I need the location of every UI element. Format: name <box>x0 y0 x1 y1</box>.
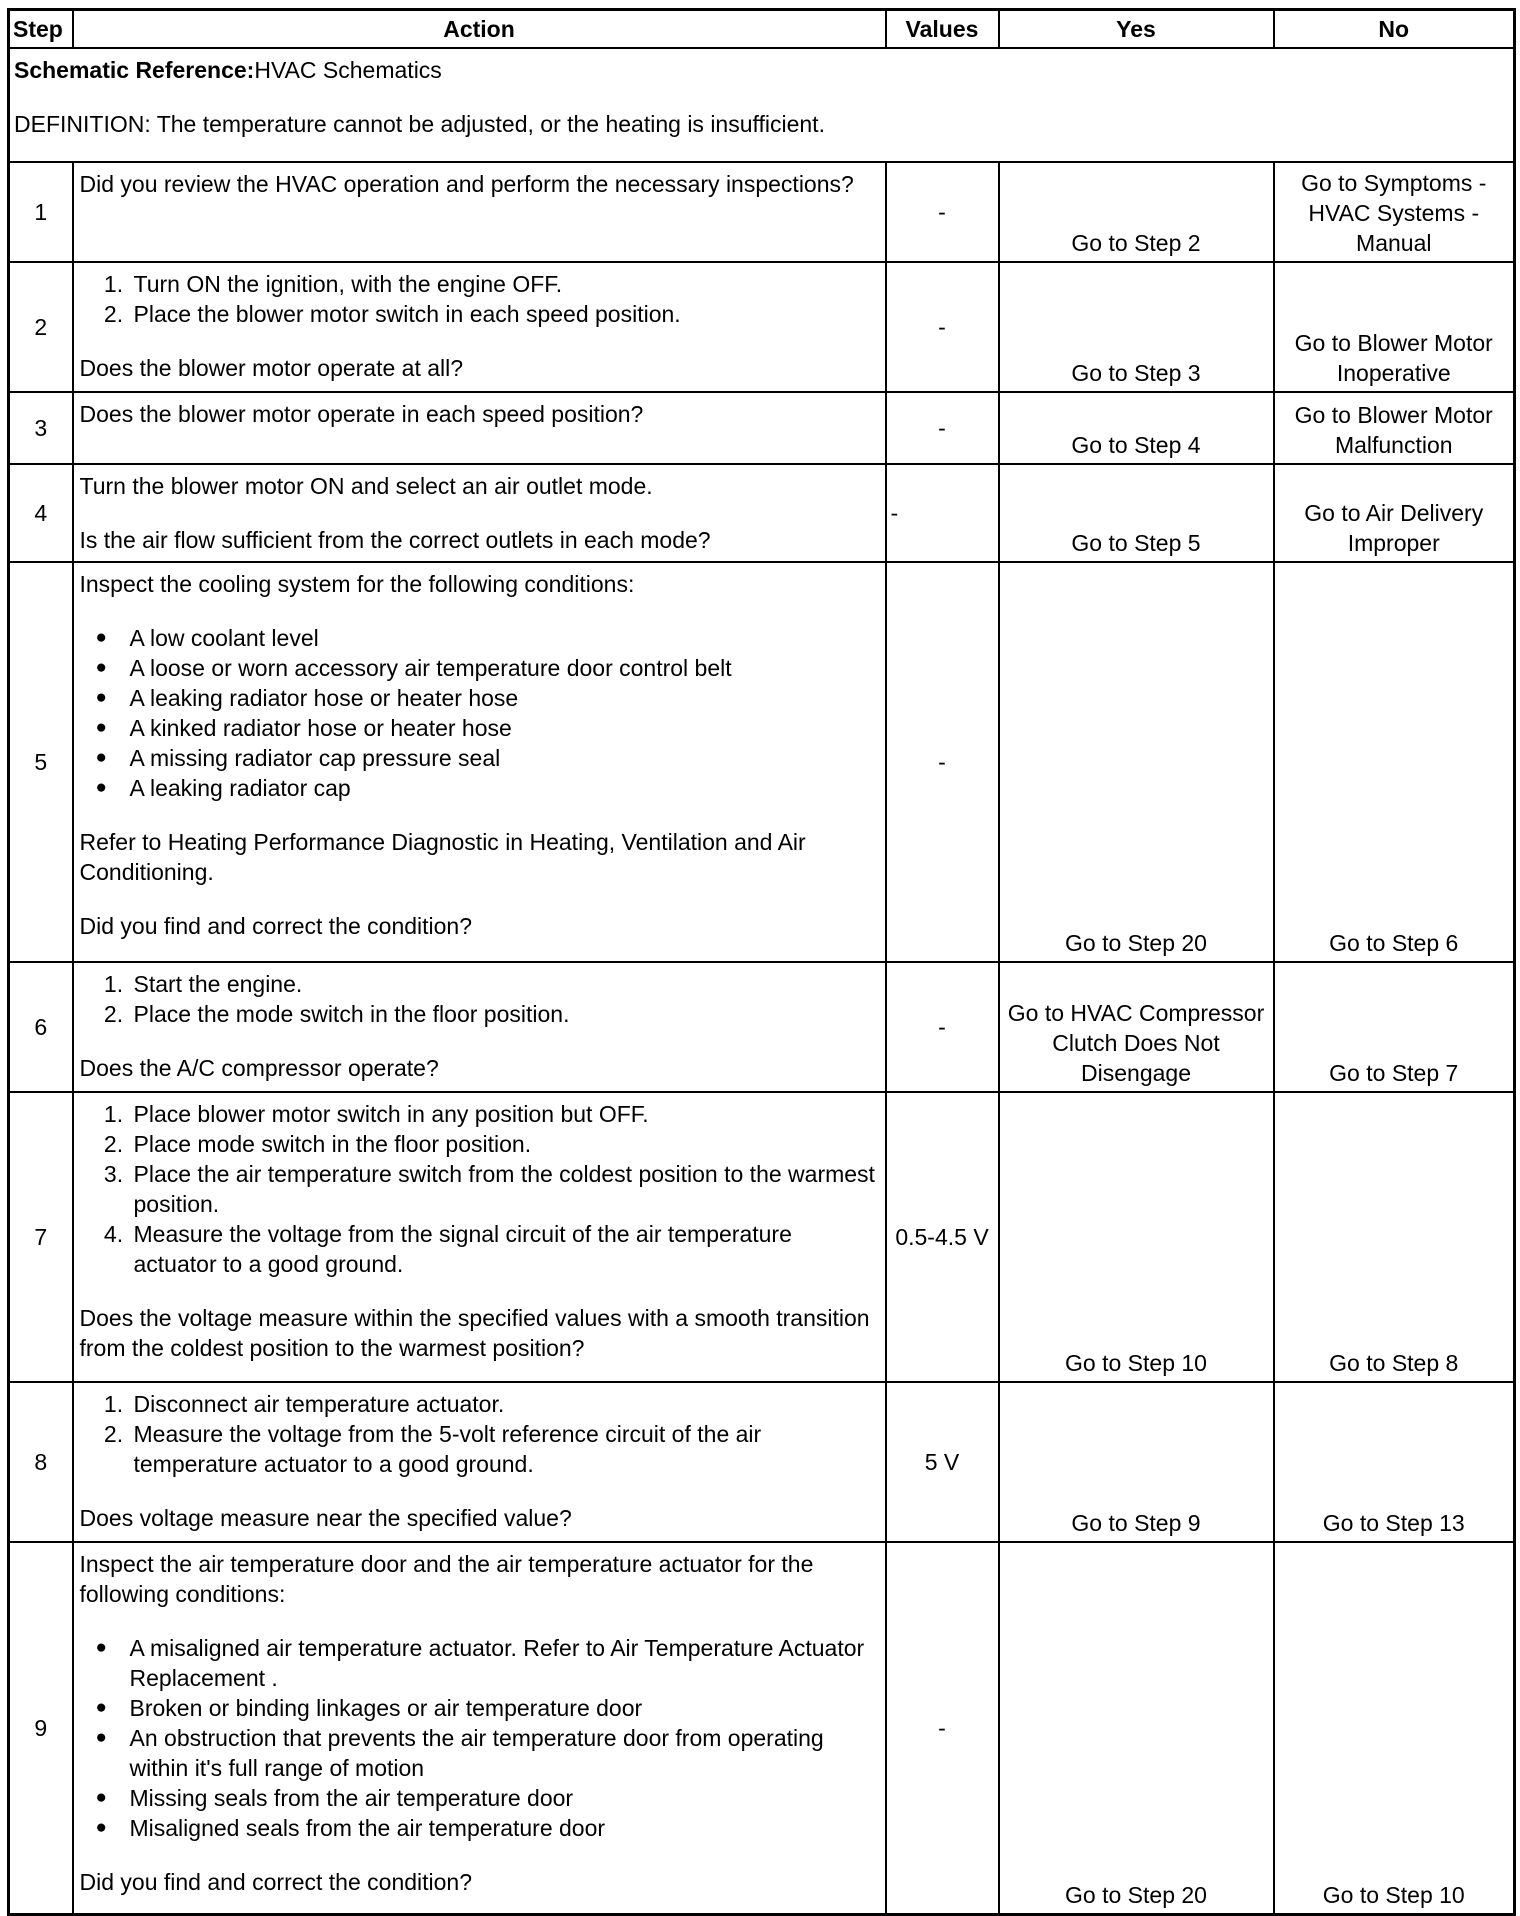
no-header: No <box>1274 10 1515 49</box>
yes-link[interactable]: Go to Step 20 <box>999 1542 1274 1915</box>
action-question: Does the A/C compressor operate? <box>79 1055 439 1081</box>
action-step: 2. Place mode switch in the floor position. <box>130 1129 879 1159</box>
values-cell: - <box>886 1542 999 1915</box>
action-question: Is the air flow sufficient from the correct outlets in each mode? <box>79 527 711 553</box>
no-link[interactable]: Go to Step 10 <box>1274 1542 1515 1915</box>
step-number: 8 <box>9 1382 73 1542</box>
step-number: 2 <box>9 262 73 392</box>
table-row <box>9 464 1515 562</box>
condition-item: ● A leaking radiator hose or heater hose <box>130 683 879 713</box>
no-link[interactable]: Go to Air Delivery Improper <box>1274 464 1515 562</box>
action-question: Does the voltage measure within the specified values with a smooth transition from the coldest position to the warmest position? <box>79 1305 870 1361</box>
step-number: 6 <box>9 962 73 1092</box>
definition-text: DEFINITION: The temperature cannot be adjusted, or the heating is insufficient. <box>14 111 825 137</box>
header-row <box>9 10 1515 49</box>
table-row <box>9 962 1515 1092</box>
no-link[interactable]: Go to Step 13 <box>1274 1382 1515 1542</box>
condition-item: ● Missing seals from the air temperature door <box>130 1783 879 1813</box>
table-row <box>9 562 1515 962</box>
table-row <box>9 162 1515 262</box>
condition-item: ● Misaligned seals from the air temperature door <box>130 1813 879 1843</box>
action-step: 1. Disconnect air temperature actuator. <box>130 1389 879 1419</box>
condition-item: ● A loose or worn accessory air temperature door control belt <box>130 653 879 683</box>
no-link[interactable]: Go to Blower Motor Malfunction <box>1274 392 1515 464</box>
action-step: 2. Place the mode switch in the floor position. <box>130 999 879 1029</box>
yes-link[interactable]: Go to Step 20 <box>999 562 1274 962</box>
action-step: 1. Place blower motor switch in any position but OFF. <box>130 1099 879 1129</box>
condition-item: ● A leaking radiator cap <box>130 773 879 803</box>
yes-link[interactable]: Go to Step 10 <box>999 1092 1274 1382</box>
step-number: 4 <box>9 464 73 562</box>
action-steps <box>80 1389 879 1479</box>
action-question: Did you review the HVAC operation and perform the necessary inspections? <box>79 171 854 197</box>
values-cell: - <box>886 464 999 562</box>
values-cell: - <box>886 962 999 1092</box>
action-step: 1. Turn ON the ignition, with the engine OFF. <box>130 269 879 299</box>
condition-list <box>80 1633 879 1843</box>
table-row <box>9 1542 1515 1915</box>
action-question: Did you find and correct the condition? <box>79 1869 473 1895</box>
step-number: 7 <box>9 1092 73 1382</box>
yes-header: Yes <box>999 10 1274 49</box>
values-cell: 0.5-4.5 V <box>886 1092 999 1382</box>
action-steps <box>80 969 879 1029</box>
action-step: 3. Place the air temperature switch from the coldest position to the warmest position. <box>130 1159 879 1219</box>
yes-link[interactable]: Go to Step 5 <box>999 464 1274 562</box>
action-question: Does voltage measure near the specified value? <box>79 1505 572 1531</box>
diagnostic-table <box>7 8 1516 1916</box>
values-cell: 5 V <box>886 1382 999 1542</box>
action-step: 2. Place the blower motor switch in each speed position. <box>130 299 879 329</box>
step-number: 5 <box>9 562 73 962</box>
no-link[interactable]: Go to Step 6 <box>1274 562 1515 962</box>
step-number: 9 <box>9 1542 73 1915</box>
table-row <box>9 1092 1515 1382</box>
yes-link[interactable]: Go to Step 4 <box>999 392 1274 464</box>
values-cell: - <box>886 162 999 262</box>
step-number: 3 <box>9 392 73 464</box>
values-cell: - <box>886 562 999 962</box>
action-steps <box>80 269 879 329</box>
condition-item: ● Broken or binding linkages or air temperature door <box>130 1693 879 1723</box>
values-header: Values <box>886 10 999 49</box>
no-link[interactable]: Go to Symptoms - HVAC Systems - Manual <box>1274 162 1515 262</box>
action-step: 4. Measure the voltage from the signal circuit of the air temperature actuator to a good ground. <box>130 1219 879 1279</box>
action-intro: Turn the blower motor ON and select an air outlet mode. <box>79 473 653 499</box>
step-number: 1 <box>9 162 73 262</box>
table-row <box>9 392 1515 464</box>
schematic-reference-label: Schematic Reference: <box>14 57 255 83</box>
action-intro: Inspect the air temperature door and the air temperature actuator for the following conditions: <box>79 1551 814 1607</box>
condition-item: ● An obstruction that prevents the air temperature door from operating within it's full range of motion <box>130 1723 879 1783</box>
action-intro: Inspect the cooling system for the following conditions: <box>79 571 635 597</box>
action-step: 1. Start the engine. <box>130 969 879 999</box>
reference-row <box>9 48 1515 162</box>
action-question: Does the blower motor operate at all? <box>79 355 464 381</box>
table-row <box>9 262 1515 392</box>
table-row <box>9 1382 1515 1542</box>
diagnostic-page <box>7 8 1513 1916</box>
no-link[interactable]: Go to Blower Motor Inoperative <box>1274 262 1515 392</box>
action-question: Does the blower motor operate in each speed position? <box>79 401 644 427</box>
condition-item: ● A low coolant level <box>130 623 879 653</box>
yes-link[interactable]: Go to Step 9 <box>999 1382 1274 1542</box>
action-header: Action <box>73 10 886 49</box>
action-note: Refer to Heating Performance Diagnostic in Heating, Ventilation and Air Conditioning. <box>79 829 806 885</box>
values-cell: - <box>886 392 999 464</box>
action-question: Did you find and correct the condition? <box>79 913 473 939</box>
condition-item: ● A missing radiator cap pressure seal <box>130 743 879 773</box>
action-step: 2. Measure the voltage from the 5-volt reference circuit of the air temperature actuator to a good ground. <box>130 1419 879 1479</box>
no-link[interactable]: Go to Step 7 <box>1274 962 1515 1092</box>
schematic-reference-link[interactable]: HVAC Schematics <box>254 57 442 83</box>
condition-list <box>80 623 879 803</box>
step-header: Step <box>9 10 73 49</box>
values-cell: - <box>886 262 999 392</box>
no-link[interactable]: Go to Step 8 <box>1274 1092 1515 1382</box>
condition-item: ● A misaligned air temperature actuator. Refer to Air Temperature Actuator Replacement . <box>130 1633 879 1693</box>
yes-link[interactable]: Go to Step 3 <box>999 262 1274 392</box>
yes-link[interactable]: Go to HVAC Compressor Clutch Does Not Disengage <box>999 962 1274 1092</box>
action-steps <box>80 1099 879 1279</box>
yes-link[interactable]: Go to Step 2 <box>999 162 1274 262</box>
condition-item: ● A kinked radiator hose or heater hose <box>130 713 879 743</box>
